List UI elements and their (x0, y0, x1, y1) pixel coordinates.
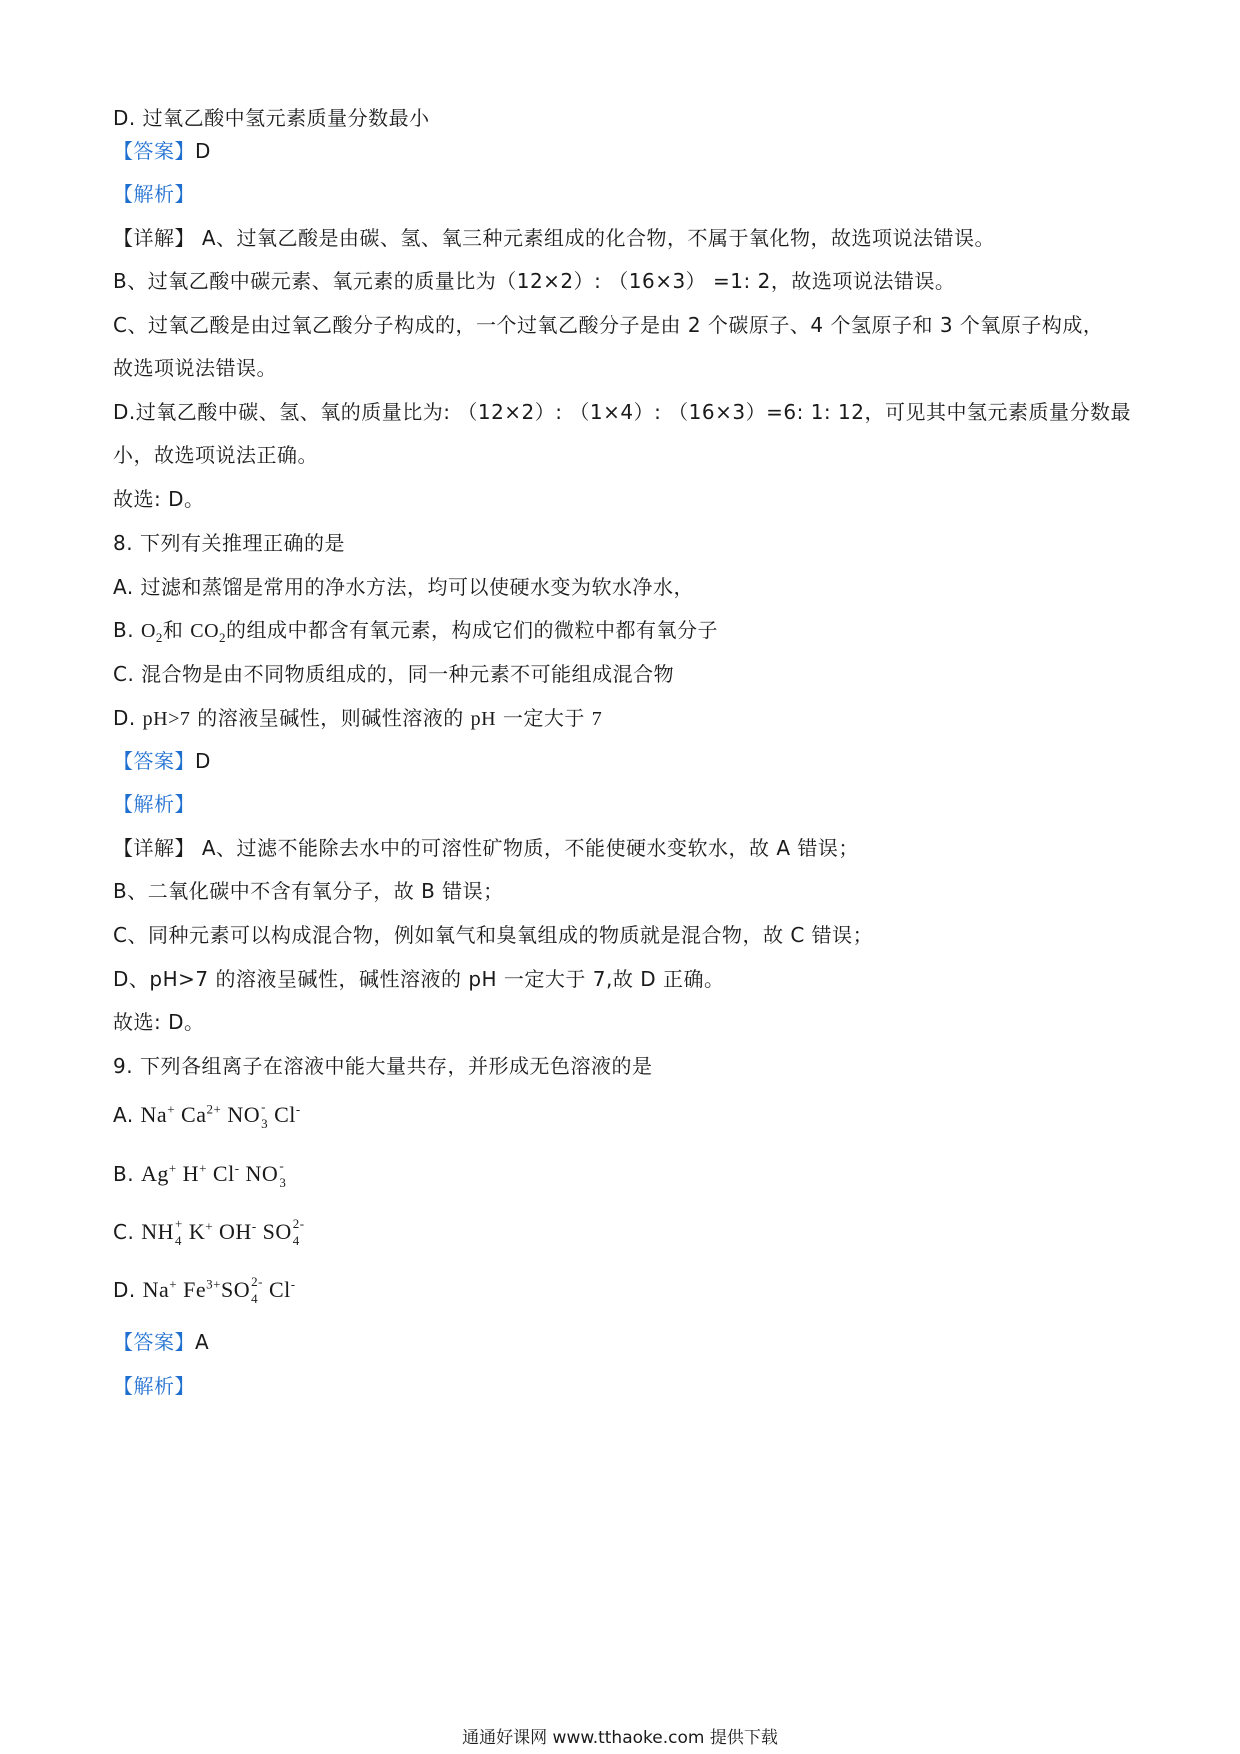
option-label: B. (113, 1162, 141, 1186)
ion-chloride (207, 1161, 240, 1186)
ion-symbol: K (182, 1219, 206, 1244)
ion-charge-stack (279, 1159, 286, 1189)
ion-charge: - (261, 1098, 266, 1114)
ion-symbol: Cl (262, 1277, 291, 1302)
q9-option-b (113, 1159, 286, 1191)
q8-detail-c: C、同种元素可以构成混合物，例如氧气和臭氧组成的物质就是混合物，故 C 错误； (113, 923, 874, 947)
ion-silver (141, 1161, 177, 1186)
ion-nitrate (221, 1098, 269, 1131)
formula-subscript: 2 (219, 630, 227, 645)
option-text: 和 (162, 618, 191, 642)
q7-analysis-tag (113, 179, 195, 209)
ion-charge-stack (175, 1217, 183, 1247)
q8-detail-a (113, 833, 859, 863)
ion-subscript: 4 (292, 1232, 300, 1248)
q7-detail-a (113, 223, 995, 253)
q7-detail-c-line1: C、过氧乙酸是由过氧乙酸分子构成的，一个过氧乙酸分子是由 2 个碳原子、4 个氢原子和 3 个氧原子构成， (113, 313, 1104, 337)
ion-charge: + (168, 1160, 177, 1176)
detail-text: A、过滤不能除去水中的可溶性矿物质，不能使硬水变软水，故 A 错误； (195, 836, 859, 860)
ion-charge: + (205, 1218, 214, 1234)
q8-detail-b: B、二氧化碳中不含有氧分子，故 B 错误； (113, 879, 504, 903)
q9-option-c (113, 1217, 305, 1249)
ion-charge: 2+ (206, 1101, 222, 1117)
ion-charge: 2- (251, 1273, 263, 1289)
q8-stem: 8. 下列有关推理正确的是 (113, 531, 345, 555)
option-label: C. (113, 1220, 142, 1244)
q8-option-a: A. 过滤和蒸馏是常用的净水方法，均可以使硬水变为软水净水， (113, 575, 695, 599)
formula-ph: pH>7 (142, 708, 191, 730)
option-label: B. (113, 618, 141, 642)
option-label: A. (113, 1103, 141, 1127)
q7-option-d: D. 过氧乙酸中氢元素质量分数最小 (113, 106, 430, 130)
q9-option-d (113, 1275, 296, 1307)
ion-symbol: Ca (175, 1102, 207, 1127)
page-footer: 通通好课网 www.tthaoke.com 提供下载 (462, 1728, 778, 1748)
ion-subscript: 4 (251, 1290, 259, 1306)
analysis-tag: 【解析】 (113, 792, 195, 816)
analysis-tag: 【解析】 (113, 182, 195, 206)
ion-subscript: 3 (279, 1174, 287, 1190)
q7-detail-c-line2: 故选项说法错误。 (113, 356, 277, 380)
q8-choose: 故选: D。 (113, 1010, 205, 1034)
number: 7 (591, 708, 603, 730)
q9-answer (113, 1327, 209, 1357)
ion-sulfate (256, 1215, 305, 1248)
formula-symbol: CO (190, 620, 220, 642)
ion-charge-stack (261, 1100, 268, 1130)
formula-co2 (190, 620, 227, 645)
formula-ph: pH (470, 708, 497, 730)
option-text: 的组成中都含有氧元素，构成它们的微粒中都有氧分子 (226, 618, 719, 642)
option-text: 一定大于 (496, 706, 592, 730)
q8-option-c: C. 混合物是由不同物质组成的，同一种元素不可能组成混合物 (113, 662, 675, 686)
answer-value: D (195, 749, 211, 773)
ion-charge-stack (293, 1217, 305, 1247)
ion-charge: + (174, 1215, 183, 1231)
ion-calcium (175, 1102, 221, 1127)
ion-charge: - (279, 1157, 285, 1173)
answer-value: D (195, 139, 211, 163)
ion-charge: + (169, 1276, 178, 1292)
ion-sodium (143, 1277, 178, 1302)
ion-symbol: SO (220, 1277, 251, 1302)
ion-sulfate (220, 1273, 263, 1306)
ion-hydroxide (213, 1219, 257, 1244)
ion-subscript: 3 (261, 1115, 269, 1131)
ion-charge: + (199, 1160, 207, 1176)
answer-tag: 【答案】 (113, 1330, 195, 1354)
ion-charge: - (295, 1101, 301, 1117)
ion-symbol: OH (213, 1219, 252, 1244)
detail-tag: 【详解】 (113, 836, 195, 860)
ion-chloride (263, 1277, 296, 1302)
ion-symbol: Na (142, 1277, 170, 1302)
formula-symbol: O (140, 620, 156, 642)
ion-symbol: Fe (177, 1277, 207, 1302)
option-text: 的溶液呈碱性，则碱性溶液的 (190, 706, 471, 730)
option-label: D. (113, 706, 143, 730)
q9-stem: 9. 下列各组离子在溶液中能大量共存，并形成无色溶液的是 (113, 1054, 653, 1078)
ion-symbol: Ag (140, 1161, 169, 1186)
q9-option-a (113, 1100, 301, 1132)
ion-charge: - (290, 1276, 296, 1292)
q8-option-d (113, 703, 602, 734)
answer-tag: 【答案】 (113, 139, 195, 163)
formula-subscript: 2 (155, 630, 163, 645)
ion-charge: + (167, 1101, 176, 1117)
detail-text: A、过氧乙酸是由碳、氢、氧三种元素组成的化合物，不属于氧化物，故选项说法错误。 (195, 226, 996, 250)
ion-symbol: Cl (206, 1161, 235, 1186)
q8-option-b (113, 615, 718, 646)
option-label: D. (113, 1278, 143, 1302)
ion-charge: - (234, 1160, 240, 1176)
ion-charge: 2- (292, 1215, 305, 1231)
ion-symbol: NH (141, 1219, 174, 1244)
ion-nitrate (239, 1157, 287, 1190)
ion-charge: - (251, 1218, 257, 1234)
ion-ammonium (141, 1215, 183, 1248)
answer-tag: 【答案】 (113, 749, 195, 773)
ion-subscript: 4 (174, 1232, 182, 1248)
analysis-tag: 【解析】 (113, 1374, 195, 1398)
formula-o2 (140, 620, 163, 645)
q8-detail-d: D、pH>7 的溶液呈碱性，碱性溶液的 pH 一定大于 7,故 D 正确。 (113, 967, 725, 991)
ion-sodium (141, 1102, 176, 1127)
q7-detail-b: B、过氧乙酸中碳元素、氧元素的质量比为（12×2）: （16×3） =1: 2，故选项说法错误。 (113, 269, 956, 293)
detail-tag: 【详解】 (113, 226, 195, 250)
ion-symbol: Na (140, 1102, 168, 1127)
ion-symbol: Cl (268, 1102, 296, 1127)
ion-iron (177, 1277, 221, 1302)
q8-analysis-tag (113, 789, 195, 819)
ion-charge-stack (251, 1275, 263, 1305)
ion-symbol: SO (256, 1219, 292, 1244)
q7-detail-d-line1: D.过氧乙酸中碳、氢、氧的质量比为: （12×2）: （1×4）: （16×3）=6: 1: 12，可见其中氢元素质量分数最 (113, 400, 1131, 424)
ion-hydrogen (177, 1161, 207, 1186)
q9-analysis-tag (113, 1371, 195, 1401)
ion-symbol: NO (221, 1102, 261, 1127)
answer-value: A (195, 1330, 210, 1354)
q7-detail-d-line2: 小，故选项说法正确。 (113, 443, 318, 467)
ion-symbol: H (176, 1161, 200, 1186)
ion-charge: 3+ (206, 1276, 221, 1292)
ion-potassium (183, 1219, 213, 1244)
q7-choose: 故选: D。 (113, 487, 205, 511)
ion-symbol: NO (239, 1161, 279, 1186)
q7-answer (113, 136, 211, 166)
ion-chloride (268, 1102, 301, 1127)
q8-answer (113, 746, 211, 776)
